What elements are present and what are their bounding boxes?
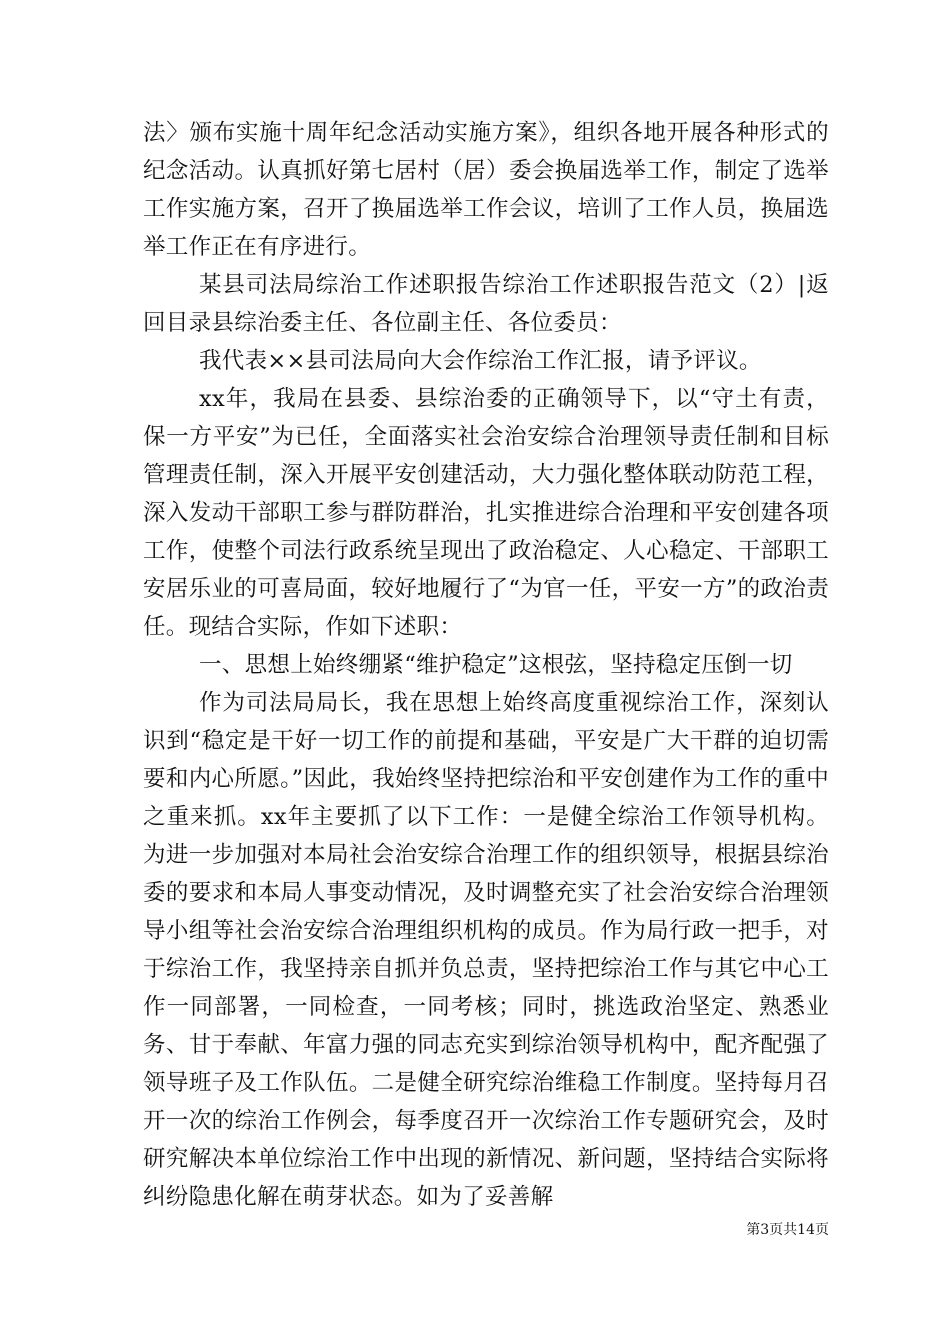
paragraph-4: xx年，我局在县委、县综治委的正确领导下，以“守土有责，保一方平安”为已任，全面落实社会治安综合治理领导责任制和目标管理责任制，深入开展平安创建活动，大力强化整体联动防范工程，深入发动干部职工参与群防群治，扎实推进综合治理和平安创建各项工作，使整个司法行政系统呈现出了政治稳定、人心稳定、干部职工安居乐业的可喜局面，较好地履行了“为官一任，平安一方”的政治责任。现结合实际，作如下述职： [143,386,829,640]
page-number-footer: 第3页共14页 [746,1222,829,1238]
paragraph-3: 我代表××县司法局向大会作综治工作汇报，请予评议。 [199,348,762,374]
paragraph-1: 法〉颁布实施十周年纪念活动实施方案》，组织各地开展各种形式的纪念活动。认真抓好第七居村（居）委会换届选举工作，制定了选举工作实施方案，召开了换届选举工作会议，培训了工作人员，换届选举工作正在有序进行。 [143,120,829,260]
document-body [143,114,829,1216]
section-heading-1: 一、思想上始终绷紧“维护稳定”这根弦，坚持稳定压倒一切 [199,652,793,678]
paragraph-5: 作为司法局局长，我在思想上始终高度重视综治工作，深刻认识到“稳定是干好一切工作的前提和基础，平安是广大干群的迫切需要和内心所愿。”因此，我始终坚持把综治和平安创建作为工作的重中之重来抓。xx年主要抓了以下工作：一是健全综治工作领导机构。为进一步加强对本局社会治安综合治理工作的组织领导，根据县综治委的要求和本局人事变动情况，及时调整充实了社会治安综合治理领导小组等社会治安综合治理组织机构的成员。作为局行政一把手，对于综治工作，我坚持亲自抓并负总责，坚持把综治工作与其它中心工作一同部署，一同检查，一同考核；同时，挑选政治坚定、熟悉业务、甘于奉献、年富力强的同志充实到综治领导机构中，配齐配强了领导班子及工作队伍。二是健全研究综治维稳工作制度。坚持每月召开一次的综治工作例会，每季度召开一次综治工作专题研究会，及时研究解决本单位综治工作中出现的新情况、新问题，坚持结合实际将纠纷隐患化解在萌芽状态。如为了妥善解 [143,690,829,1210]
paragraph-2: 某县司法局综治工作述职报告综治工作述职报告范文（2）|返回目录县综治委主任、各位副主任、各位委员： [143,272,829,336]
